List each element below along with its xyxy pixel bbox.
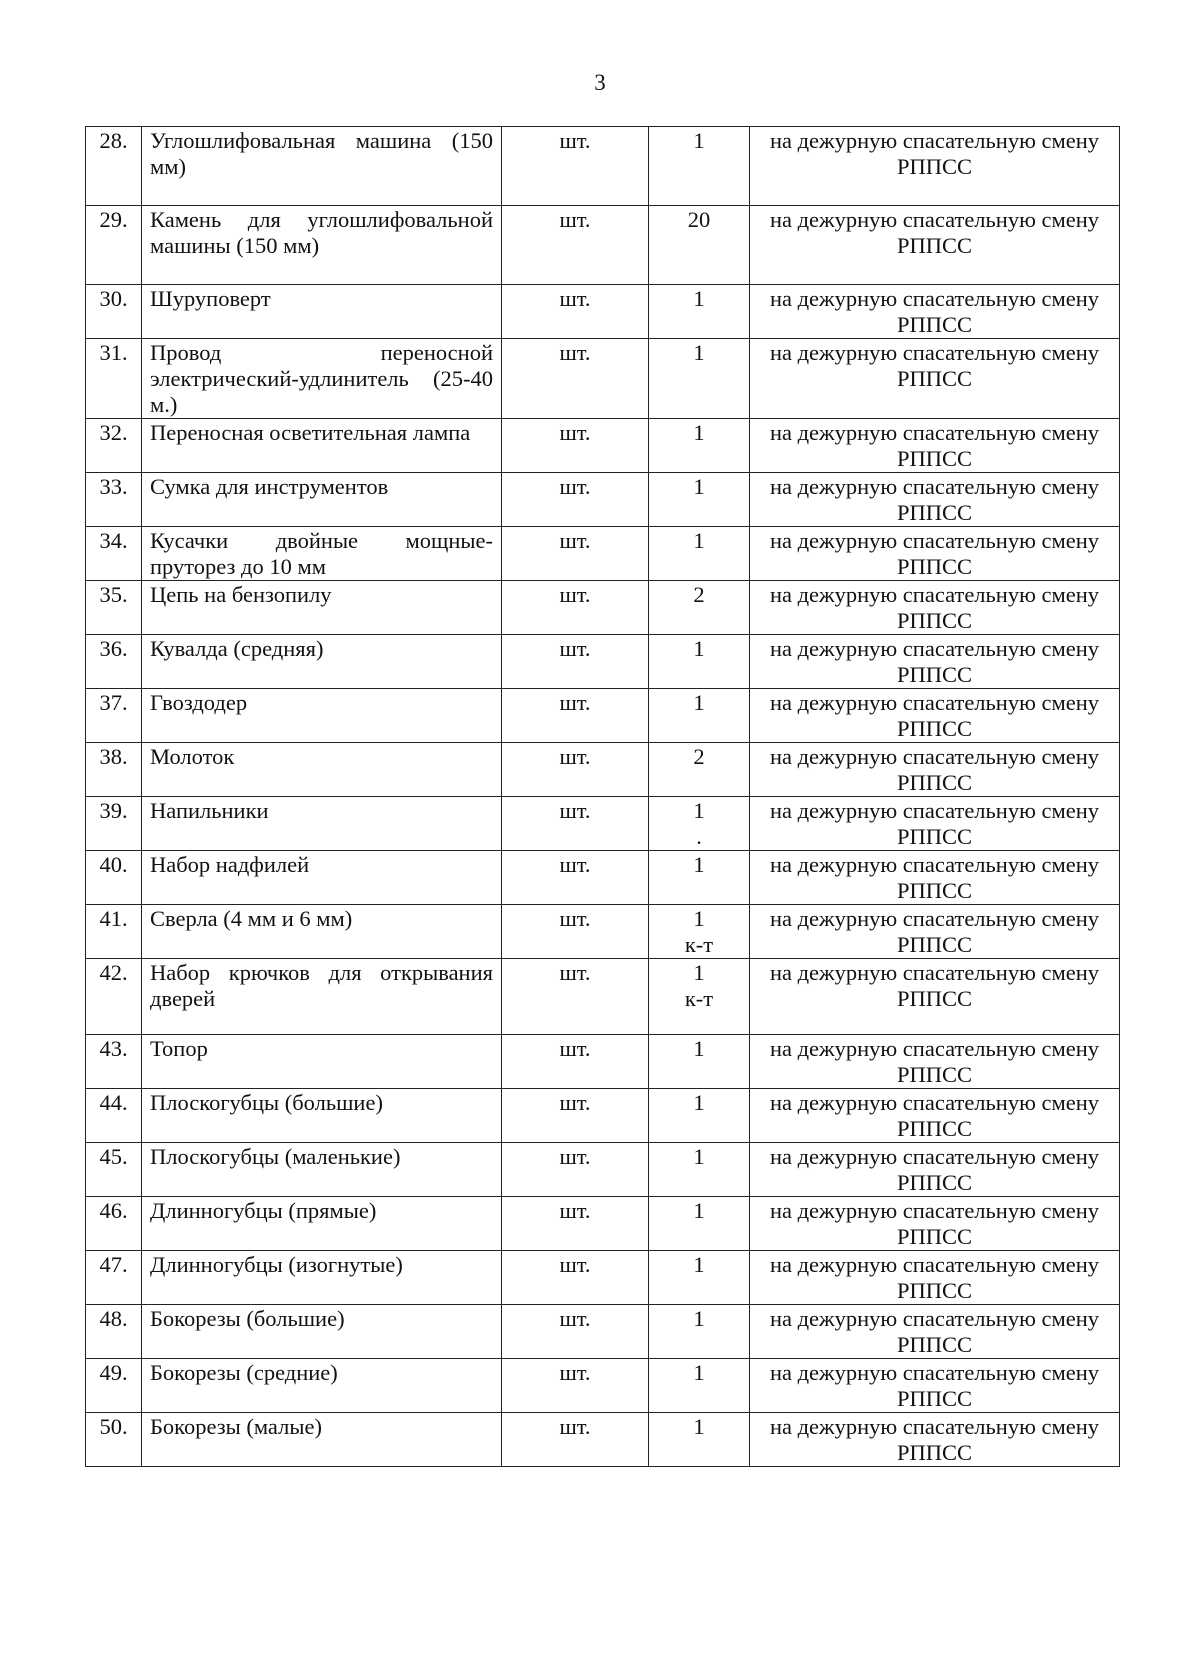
item-quantity [649, 419, 750, 473]
table-row [86, 1359, 1120, 1413]
row-number: 32. [86, 419, 142, 473]
table-row [86, 419, 1120, 473]
row-number: 35. [86, 581, 142, 635]
table-row [86, 1251, 1120, 1305]
row-number: 33. [86, 473, 142, 527]
row-number: 40. [86, 851, 142, 905]
item-quantity [649, 635, 750, 689]
table-row [86, 1143, 1120, 1197]
item-quantity [649, 1305, 750, 1359]
quantity-value: 1 [693, 420, 705, 445]
item-name: Переносная осветительная лампа [142, 419, 502, 473]
item-destination: на дежурную спасательную смену РППСС [750, 1305, 1120, 1359]
quantity-value: 1 [693, 128, 705, 153]
item-quantity [649, 285, 750, 339]
quantity-value: 2 [693, 582, 705, 607]
quantity-value: 20 [687, 207, 711, 232]
item-unit: шт. [502, 339, 649, 419]
item-destination: на дежурную спасательную смену РППСС [750, 797, 1120, 851]
quantity-value: 1 [693, 690, 705, 715]
row-number: 29. [86, 206, 142, 285]
row-number: 36. [86, 635, 142, 689]
item-quantity [649, 581, 750, 635]
row-number: 43. [86, 1035, 142, 1089]
item-unit: шт. [502, 1413, 649, 1467]
item-name: Кусачки двойные мощные-пруторез до 10 мм [142, 527, 502, 581]
row-number: 46. [86, 1197, 142, 1251]
table-row [86, 959, 1120, 1035]
equipment-table [85, 126, 1120, 1467]
item-destination: на дежурную спасательную смену РППСС [750, 1359, 1120, 1413]
item-name: Гвоздодер [142, 689, 502, 743]
table-row [86, 1197, 1120, 1251]
item-name: Длинногубцы (прямые) [142, 1197, 502, 1251]
item-destination: на дежурную спасательную смену РППСС [750, 1251, 1120, 1305]
quantity-value: 1 [693, 1090, 705, 1115]
item-destination: на дежурную спасательную смену РППСС [750, 1089, 1120, 1143]
table-row [86, 743, 1120, 797]
table-row [86, 689, 1120, 743]
table-row [86, 1089, 1120, 1143]
item-quantity [649, 127, 750, 206]
item-unit: шт. [502, 689, 649, 743]
quantity-value: 1 [693, 852, 705, 877]
row-number: 28. [86, 127, 142, 206]
item-unit: шт. [502, 1197, 649, 1251]
item-unit: шт. [502, 797, 649, 851]
row-number: 34. [86, 527, 142, 581]
quantity-value: 1 [693, 1036, 705, 1061]
item-name: Плоскогубцы (большие) [142, 1089, 502, 1143]
row-number: 49. [86, 1359, 142, 1413]
item-destination: на дежурную спасательную смену РППСС [750, 743, 1120, 797]
item-unit: шт. [502, 743, 649, 797]
quantity-suffix: к-т [684, 932, 714, 957]
item-name: Цепь на бензопилу [142, 581, 502, 635]
item-destination: на дежурную спасательную смену РППСС [750, 851, 1120, 905]
item-destination: на дежурную спасательную смену РППСС [750, 1035, 1120, 1089]
item-destination: на дежурную спасательную смену РППСС [750, 1197, 1120, 1251]
item-quantity [649, 339, 750, 419]
item-name: Длинногубцы (изогнутые) [142, 1251, 502, 1305]
item-name: Напильники [142, 797, 502, 851]
table-row [86, 285, 1120, 339]
item-name: Углошлифовальная машина (150 мм) [142, 127, 502, 206]
item-quantity [649, 689, 750, 743]
item-unit: шт. [502, 1089, 649, 1143]
item-name: Кувалда (средняя) [142, 635, 502, 689]
item-destination: на дежурную спасательную смену РППСС [750, 689, 1120, 743]
item-quantity [649, 905, 750, 959]
item-quantity [649, 473, 750, 527]
item-quantity [649, 1089, 750, 1143]
row-number: 31. [86, 339, 142, 419]
item-unit: шт. [502, 959, 649, 1035]
item-unit: шт. [502, 851, 649, 905]
row-number: 37. [86, 689, 142, 743]
item-destination: на дежурную спасательную смену РППСС [750, 635, 1120, 689]
quantity-value: 1 [693, 1198, 705, 1223]
item-unit: шт. [502, 419, 649, 473]
quantity-value: 2 [693, 744, 705, 769]
item-unit: шт. [502, 127, 649, 206]
row-number: 47. [86, 1251, 142, 1305]
quantity-value: 1 [693, 1360, 705, 1385]
quantity-value: 1 [693, 286, 705, 311]
item-destination: на дежурную спасательную смену РППСС [750, 285, 1120, 339]
item-destination: на дежурную спасательную смену РППСС [750, 959, 1120, 1035]
quantity-value: 1 [693, 906, 705, 931]
table-row [86, 581, 1120, 635]
quantity-value: 1 [693, 798, 705, 823]
row-number: 45. [86, 1143, 142, 1197]
row-number: 39. [86, 797, 142, 851]
table-row [86, 1035, 1120, 1089]
quantity-value: 1 [693, 960, 705, 985]
item-destination: на дежурную спасательную смену РППСС [750, 1143, 1120, 1197]
quantity-value: 1 [693, 1414, 705, 1439]
item-name: Плоскогубцы (маленькие) [142, 1143, 502, 1197]
item-destination: на дежурную спасательную смену РППСС [750, 206, 1120, 285]
item-unit: шт. [502, 285, 649, 339]
quantity-value: 1 [693, 1144, 705, 1169]
item-quantity [649, 797, 750, 851]
item-name: Шуруповерт [142, 285, 502, 339]
item-quantity [649, 959, 750, 1035]
item-name: Набор крючков для открывания дверей [142, 959, 502, 1035]
item-destination: на дежурную спасательную смену РППСС [750, 127, 1120, 206]
table-body [86, 127, 1120, 1467]
table-row [86, 127, 1120, 206]
table-row [86, 206, 1120, 285]
item-quantity [649, 1413, 750, 1467]
quantity-value: 1 [693, 340, 705, 365]
item-unit: шт. [502, 1359, 649, 1413]
item-destination: на дежурную спасательную смену РППСС [750, 527, 1120, 581]
quantity-value: 1 [693, 1252, 705, 1277]
item-quantity [649, 1359, 750, 1413]
item-name: Бокорезы (малые) [142, 1413, 502, 1467]
item-unit: шт. [502, 1251, 649, 1305]
item-quantity [649, 1251, 750, 1305]
item-name: Сверла (4 мм и 6 мм) [142, 905, 502, 959]
item-unit: шт. [502, 527, 649, 581]
item-destination: на дежурную спасательную смену РППСС [750, 473, 1120, 527]
item-quantity [649, 851, 750, 905]
table-row [86, 635, 1120, 689]
item-name: Бокорезы (средние) [142, 1359, 502, 1413]
quantity-value: 1 [693, 1306, 705, 1331]
item-quantity [649, 1035, 750, 1089]
item-unit: шт. [502, 473, 649, 527]
row-number: 41. [86, 905, 142, 959]
row-number: 30. [86, 285, 142, 339]
row-number: 38. [86, 743, 142, 797]
item-destination: на дежурную спасательную смену РППСС [750, 1413, 1120, 1467]
item-unit: шт. [502, 635, 649, 689]
table-row [86, 339, 1120, 419]
item-name: Набор надфилей [142, 851, 502, 905]
item-destination: на дежурную спасательную смену РППСС [750, 419, 1120, 473]
table-row [86, 851, 1120, 905]
item-name: Бокорезы (большие) [142, 1305, 502, 1359]
item-unit: шт. [502, 206, 649, 285]
item-name: Топор [142, 1035, 502, 1089]
table-row [86, 797, 1120, 851]
table-row [86, 1305, 1120, 1359]
item-unit: шт. [502, 905, 649, 959]
item-destination: на дежурную спасательную смену РППСС [750, 581, 1120, 635]
row-number: 50. [86, 1413, 142, 1467]
row-number: 42. [86, 959, 142, 1035]
quantity-value: 1 [693, 528, 705, 553]
quantity-suffix: к-т [684, 986, 714, 1011]
item-quantity [649, 527, 750, 581]
row-number: 44. [86, 1089, 142, 1143]
item-unit: шт. [502, 1305, 649, 1359]
item-quantity [649, 206, 750, 285]
item-destination: на дежурную спасательную смену РППСС [750, 339, 1120, 419]
item-quantity [649, 743, 750, 797]
table-row [86, 905, 1120, 959]
item-name: Молоток [142, 743, 502, 797]
item-unit: шт. [502, 1035, 649, 1089]
item-name: Камень для углошлифовальной машины (150 мм) [142, 206, 502, 285]
page-number: 3 [594, 70, 606, 95]
item-name: Провод переносной электрический-удлинитель (25-40 м.) [142, 339, 502, 419]
item-name: Сумка для инструментов [142, 473, 502, 527]
item-unit: шт. [502, 581, 649, 635]
quantity-value: 1 [693, 474, 705, 499]
item-unit: шт. [502, 1143, 649, 1197]
item-quantity [649, 1143, 750, 1197]
table-row [86, 1413, 1120, 1467]
row-number: 48. [86, 1305, 142, 1359]
item-destination: на дежурную спасательную смену РППСС [750, 905, 1120, 959]
item-quantity [649, 1197, 750, 1251]
quantity-value: 1 [693, 636, 705, 661]
quantity-suffix: . [696, 824, 702, 849]
table-row [86, 527, 1120, 581]
table-row [86, 473, 1120, 527]
